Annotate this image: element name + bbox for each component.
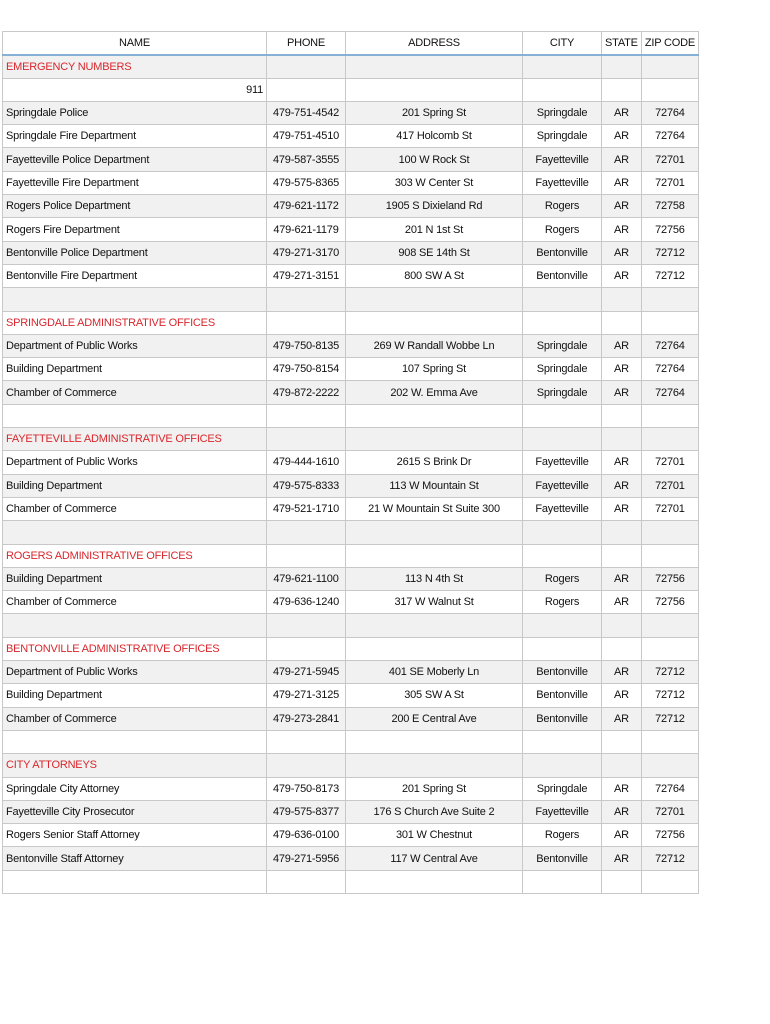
city-cell: Bentonville — [523, 264, 602, 287]
city-cell: Fayetteville — [523, 148, 602, 171]
address-cell — [346, 544, 523, 567]
address-cell — [346, 311, 523, 334]
phone-cell — [267, 870, 346, 893]
phone-cell — [267, 288, 346, 311]
section-header-row — [3, 55, 699, 78]
name-cell: Chamber of Commerce — [3, 707, 267, 730]
zip-cell — [641, 544, 698, 567]
zip-cell — [641, 288, 698, 311]
section-header-row — [3, 428, 699, 451]
city-cell: Rogers — [523, 591, 602, 614]
zip-cell: 72712 — [641, 661, 698, 684]
state-cell: AR — [602, 591, 642, 614]
zip-cell: 72712 — [641, 241, 698, 264]
zip-cell: 72712 — [641, 707, 698, 730]
table-row — [3, 334, 699, 357]
address-cell: 2615 S Brink Dr — [346, 451, 523, 474]
zip-cell: 72764 — [641, 334, 698, 357]
phone-cell — [267, 78, 346, 101]
name-cell — [3, 870, 267, 893]
address-cell: 303 W Center St — [346, 171, 523, 194]
name-cell: Springdale City Attorney — [3, 777, 267, 800]
city-cell: Bentonville — [523, 241, 602, 264]
section-title: BENTONVILLE ADMINISTRATIVE OFFICES — [3, 637, 267, 660]
city-cell: Springdale — [523, 777, 602, 800]
zip-cell: 72756 — [641, 824, 698, 847]
phone-cell: 479-636-1240 — [267, 591, 346, 614]
section-title: SPRINGDALE ADMINISTRATIVE OFFICES — [3, 311, 267, 334]
table-row — [3, 148, 699, 171]
city-cell — [523, 754, 602, 777]
directory-table — [2, 31, 699, 894]
state-cell: AR — [602, 148, 642, 171]
city-column-header: CITY — [523, 32, 602, 55]
state-cell: AR — [602, 358, 642, 381]
table-row — [3, 218, 699, 241]
section-header-row — [3, 637, 699, 660]
phone-cell: 479-521-1710 — [267, 497, 346, 520]
name-cell: Fayetteville Police Department — [3, 148, 267, 171]
city-cell: Rogers — [523, 567, 602, 590]
zip-cell: 72756 — [641, 591, 698, 614]
zip-cell — [641, 614, 698, 637]
zip-cell: 72701 — [641, 148, 698, 171]
zip-cell — [641, 311, 698, 334]
table-row — [3, 358, 699, 381]
phone-cell: 479-444-1610 — [267, 451, 346, 474]
state-cell — [602, 311, 642, 334]
address-cell: 908 SE 14th St — [346, 241, 523, 264]
zip-cell: 72764 — [641, 777, 698, 800]
name-cell: Bentonville Fire Department — [3, 264, 267, 287]
table-row — [3, 497, 699, 520]
table-row — [3, 125, 699, 148]
state-cell: AR — [602, 451, 642, 474]
address-cell: 202 W. Emma Ave — [346, 381, 523, 404]
city-cell: Fayetteville — [523, 800, 602, 823]
city-cell: Bentonville — [523, 707, 602, 730]
header-row — [3, 32, 699, 55]
section-title: CITY ATTORNEYS — [3, 754, 267, 777]
table-row — [3, 195, 699, 218]
address-cell: 117 W Central Ave — [346, 847, 523, 870]
table-row — [3, 824, 699, 847]
phone-cell — [267, 754, 346, 777]
address-cell: 201 Spring St — [346, 101, 523, 124]
phone-cell: 479-636-0100 — [267, 824, 346, 847]
phone-cell: 479-621-1100 — [267, 567, 346, 590]
city-cell: Rogers — [523, 195, 602, 218]
phone-cell: 479-750-8173 — [267, 777, 346, 800]
zip-cell: 72764 — [641, 381, 698, 404]
city-cell: Springdale — [523, 381, 602, 404]
state-cell — [602, 754, 642, 777]
zip-cell: 72764 — [641, 101, 698, 124]
phone-cell — [267, 614, 346, 637]
table-row — [3, 171, 699, 194]
state-cell: AR — [602, 241, 642, 264]
phone-cell: 479-872-2222 — [267, 381, 346, 404]
city-cell — [523, 55, 602, 78]
phone-cell: 479-575-8365 — [267, 171, 346, 194]
state-cell: AR — [602, 497, 642, 520]
address-cell: 1905 S Dixieland Rd — [346, 195, 523, 218]
city-cell: Fayetteville — [523, 497, 602, 520]
address-cell — [346, 521, 523, 544]
city-cell — [523, 614, 602, 637]
city-cell: Springdale — [523, 334, 602, 357]
table-row — [3, 264, 699, 287]
address-cell: 176 S Church Ave Suite 2 — [346, 800, 523, 823]
blank-row — [3, 521, 699, 544]
state-cell: AR — [602, 125, 642, 148]
zip-cell: 72701 — [641, 474, 698, 497]
state-cell — [602, 428, 642, 451]
section-header-row — [3, 544, 699, 567]
name-cell — [3, 288, 267, 311]
name-cell: Building Department — [3, 567, 267, 590]
address-cell: 201 Spring St — [346, 777, 523, 800]
table-row — [3, 567, 699, 590]
table-row — [3, 800, 699, 823]
section-header-row — [3, 311, 699, 334]
zip-cell — [641, 754, 698, 777]
section-title: ROGERS ADMINISTRATIVE OFFICES — [3, 544, 267, 567]
address-cell: 100 W Rock St — [346, 148, 523, 171]
phone-cell: 479-750-8135 — [267, 334, 346, 357]
state-cell — [602, 78, 642, 101]
name-cell: Rogers Senior Staff Attorney — [3, 824, 267, 847]
zip-cell: 72712 — [641, 264, 698, 287]
state-cell: AR — [602, 101, 642, 124]
blank-row — [3, 288, 699, 311]
name-cell: Rogers Police Department — [3, 195, 267, 218]
name-cell: Chamber of Commerce — [3, 381, 267, 404]
state-cell: AR — [602, 171, 642, 194]
zip-cell: 72758 — [641, 195, 698, 218]
state-cell — [602, 730, 642, 753]
zip-cell — [641, 521, 698, 544]
phone-cell — [267, 428, 346, 451]
phone-cell — [267, 637, 346, 660]
table-row — [3, 101, 699, 124]
table-row — [3, 474, 699, 497]
table-row — [3, 241, 699, 264]
city-cell: Rogers — [523, 218, 602, 241]
city-cell: Springdale — [523, 101, 602, 124]
zip-cell — [641, 428, 698, 451]
phone-cell: 479-587-3555 — [267, 148, 346, 171]
phone-cell: 479-751-4510 — [267, 125, 346, 148]
table-row — [3, 591, 699, 614]
name-cell: Fayetteville City Prosecutor — [3, 800, 267, 823]
name-cell: Fayetteville Fire Department — [3, 171, 267, 194]
state-cell — [602, 637, 642, 660]
zip-cell — [641, 730, 698, 753]
state-cell: AR — [602, 684, 642, 707]
zip-cell: 72764 — [641, 125, 698, 148]
name-cell: Springdale Police — [3, 101, 267, 124]
city-cell: Springdale — [523, 125, 602, 148]
state-column-header: STATE — [602, 32, 642, 55]
city-cell — [523, 78, 602, 101]
address-column-header: ADDRESS — [346, 32, 523, 55]
phone-cell: 479-751-4542 — [267, 101, 346, 124]
name-cell: Bentonville Staff Attorney — [3, 847, 267, 870]
address-cell: 107 Spring St — [346, 358, 523, 381]
address-cell — [346, 55, 523, 78]
zip-cell: 72756 — [641, 218, 698, 241]
name-cell: Building Department — [3, 474, 267, 497]
address-cell — [346, 614, 523, 637]
address-cell: 305 SW A St — [346, 684, 523, 707]
phone-cell — [267, 404, 346, 427]
city-cell — [523, 637, 602, 660]
name-cell — [3, 730, 267, 753]
name-cell — [3, 521, 267, 544]
city-cell — [523, 730, 602, 753]
phone-cell — [267, 55, 346, 78]
name-cell: Chamber of Commerce — [3, 497, 267, 520]
name-cell: Department of Public Works — [3, 334, 267, 357]
address-cell — [346, 78, 523, 101]
name-cell: Building Department — [3, 684, 267, 707]
state-cell: AR — [602, 218, 642, 241]
zip-cell: 72701 — [641, 497, 698, 520]
table-row — [3, 777, 699, 800]
address-cell: 301 W Chestnut — [346, 824, 523, 847]
table-row — [3, 451, 699, 474]
phone-cell: 479-271-3151 — [267, 264, 346, 287]
name-cell: Bentonville Police Department — [3, 241, 267, 264]
zip-column-header: ZIP CODE — [641, 32, 698, 55]
blank-row — [3, 614, 699, 637]
state-cell: AR — [602, 824, 642, 847]
phone-cell: 479-750-8154 — [267, 358, 346, 381]
phone-cell: 479-271-3125 — [267, 684, 346, 707]
phone-cell: 479-273-2841 — [267, 707, 346, 730]
zip-cell: 72712 — [641, 847, 698, 870]
address-cell — [346, 870, 523, 893]
state-cell — [602, 870, 642, 893]
state-cell: AR — [602, 334, 642, 357]
city-cell — [523, 428, 602, 451]
name-cell: Department of Public Works — [3, 451, 267, 474]
city-cell: Rogers — [523, 824, 602, 847]
address-cell: 317 W Walnut St — [346, 591, 523, 614]
city-cell: Fayetteville — [523, 474, 602, 497]
zip-cell: 72764 — [641, 358, 698, 381]
phone-column-header: PHONE — [267, 32, 346, 55]
phone-cell: 479-271-5956 — [267, 847, 346, 870]
address-cell: 417 Holcomb St — [346, 125, 523, 148]
state-cell: AR — [602, 661, 642, 684]
blank-row — [3, 870, 699, 893]
city-cell: Bentonville — [523, 847, 602, 870]
zip-cell — [641, 870, 698, 893]
state-cell — [602, 544, 642, 567]
city-cell — [523, 521, 602, 544]
name-cell: Springdale Fire Department — [3, 125, 267, 148]
phone-cell: 479-271-5945 — [267, 661, 346, 684]
state-cell — [602, 404, 642, 427]
address-cell: 201 N 1st St — [346, 218, 523, 241]
state-cell: AR — [602, 800, 642, 823]
address-cell: 401 SE Moberly Ln — [346, 661, 523, 684]
name-cell — [3, 614, 267, 637]
blank-row — [3, 404, 699, 427]
zip-cell: 72712 — [641, 684, 698, 707]
state-cell: AR — [602, 567, 642, 590]
zip-cell: 72701 — [641, 451, 698, 474]
zip-cell: 72756 — [641, 567, 698, 590]
name-cell: Department of Public Works — [3, 661, 267, 684]
emergency-number: 911 — [3, 78, 267, 101]
state-cell: AR — [602, 707, 642, 730]
blank-row — [3, 730, 699, 753]
city-cell: Fayetteville — [523, 171, 602, 194]
emergency-number-row — [3, 78, 699, 101]
phone-cell — [267, 521, 346, 544]
city-cell: Bentonville — [523, 684, 602, 707]
state-cell: AR — [602, 777, 642, 800]
phone-cell: 479-621-1172 — [267, 195, 346, 218]
city-cell — [523, 870, 602, 893]
zip-cell — [641, 404, 698, 427]
address-cell — [346, 754, 523, 777]
phone-cell: 479-575-8377 — [267, 800, 346, 823]
zip-cell — [641, 78, 698, 101]
name-cell: Chamber of Commerce — [3, 591, 267, 614]
state-cell — [602, 521, 642, 544]
address-cell: 200 E Central Ave — [346, 707, 523, 730]
city-cell — [523, 311, 602, 334]
name-cell — [3, 404, 267, 427]
name-cell: Rogers Fire Department — [3, 218, 267, 241]
state-cell: AR — [602, 474, 642, 497]
address-cell — [346, 404, 523, 427]
address-cell: 21 W Mountain St Suite 300 — [346, 497, 523, 520]
address-cell — [346, 288, 523, 311]
address-cell: 800 SW A St — [346, 264, 523, 287]
phone-cell: 479-575-8333 — [267, 474, 346, 497]
section-title: EMERGENCY NUMBERS — [3, 55, 267, 78]
phone-cell: 479-621-1179 — [267, 218, 346, 241]
phone-cell — [267, 544, 346, 567]
table-row — [3, 661, 699, 684]
table-row — [3, 684, 699, 707]
address-cell: 113 W Mountain St — [346, 474, 523, 497]
state-cell: AR — [602, 847, 642, 870]
state-cell: AR — [602, 381, 642, 404]
state-cell: AR — [602, 264, 642, 287]
city-cell — [523, 288, 602, 311]
address-cell: 113 N 4th St — [346, 567, 523, 590]
city-cell: Fayetteville — [523, 451, 602, 474]
name-cell: Building Department — [3, 358, 267, 381]
table-row — [3, 707, 699, 730]
state-cell — [602, 614, 642, 637]
zip-cell: 72701 — [641, 171, 698, 194]
section-title: FAYETTEVILLE ADMINISTRATIVE OFFICES — [3, 428, 267, 451]
phone-cell — [267, 311, 346, 334]
state-cell — [602, 55, 642, 78]
city-cell: Springdale — [523, 358, 602, 381]
zip-cell: 72701 — [641, 800, 698, 823]
zip-cell — [641, 637, 698, 660]
address-cell — [346, 428, 523, 451]
city-cell — [523, 404, 602, 427]
phone-cell — [267, 730, 346, 753]
address-cell — [346, 730, 523, 753]
zip-cell — [641, 55, 698, 78]
address-cell — [346, 637, 523, 660]
city-cell: Bentonville — [523, 661, 602, 684]
city-cell — [523, 544, 602, 567]
state-cell — [602, 288, 642, 311]
address-cell: 269 W Randall Wobbe Ln — [346, 334, 523, 357]
state-cell: AR — [602, 195, 642, 218]
table-row — [3, 381, 699, 404]
section-header-row — [3, 754, 699, 777]
table-row — [3, 847, 699, 870]
phone-cell: 479-271-3170 — [267, 241, 346, 264]
name-column-header: NAME — [3, 32, 267, 55]
